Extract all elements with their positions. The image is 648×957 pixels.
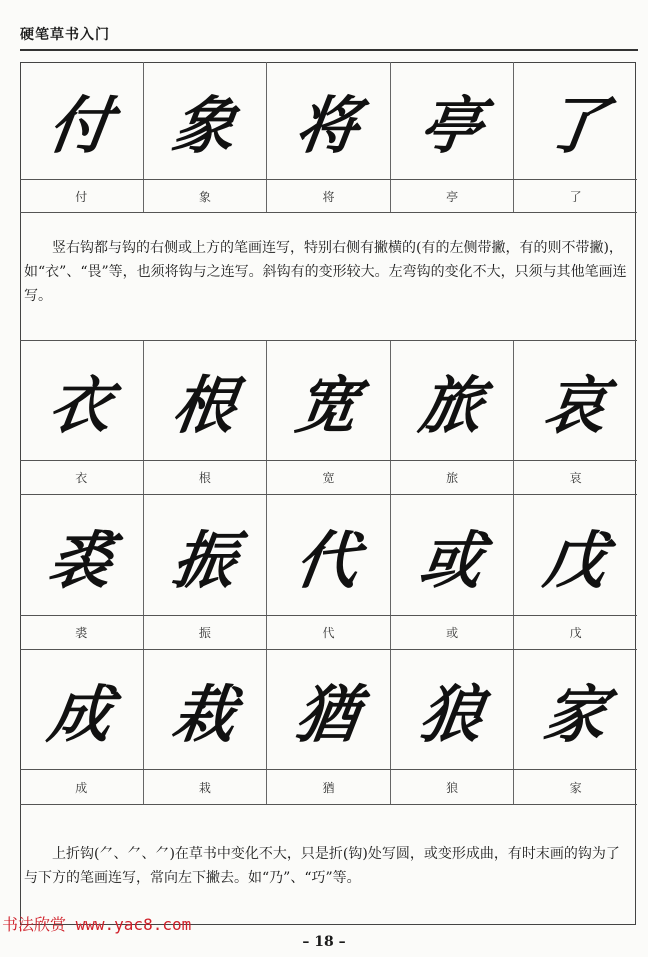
label-cell xyxy=(144,495,268,615)
label-cell xyxy=(391,341,515,460)
glyph-cell xyxy=(20,62,144,179)
label-cell xyxy=(20,461,144,494)
label-cell xyxy=(20,650,144,769)
label-cell xyxy=(391,770,515,804)
label-cell xyxy=(391,180,515,212)
char-label: 旅 xyxy=(446,471,459,485)
cursive-glyph: 宽 xyxy=(291,369,364,442)
cursive-glyph: 裘 xyxy=(44,523,117,597)
label-cell xyxy=(20,770,144,804)
char-label: 付 xyxy=(75,189,88,204)
glyph-row-3 xyxy=(20,495,637,616)
cursive-glyph: 哀 xyxy=(538,369,612,442)
glyph-cell xyxy=(514,62,637,179)
char-label: 将 xyxy=(322,189,335,204)
header-title: 硬笔草书入门 xyxy=(20,27,110,43)
label-cell xyxy=(267,495,391,615)
label-cell xyxy=(267,180,391,212)
page-number: – 18 – xyxy=(302,934,346,950)
cursive-glyph: 代 xyxy=(291,523,364,597)
label-cell xyxy=(267,770,391,804)
char-label: 了 xyxy=(569,189,582,204)
paragraph-vertical-hook: 竖右钩都与钩的右侧或上方的笔画连写，特别右侧有撇横的(有的左侧带撇，有的则不带撇)，如“衣”、“畏”等，也须将钩与之连写。斜钩有的变形较大。左弯钩的变化不大，只须与其他笔画连写。 xyxy=(24,240,627,304)
label-cell xyxy=(20,616,144,649)
label-cell xyxy=(514,770,637,804)
label-cell xyxy=(391,616,515,649)
label-cell xyxy=(514,495,637,615)
char-label: 象 xyxy=(198,189,211,204)
cursive-glyph: 栽 xyxy=(168,678,241,751)
label-cell xyxy=(20,341,144,460)
label-cell xyxy=(144,461,268,494)
cursive-glyph: 或 xyxy=(415,523,488,597)
cursive-glyph: 将 xyxy=(291,89,364,162)
label-cell xyxy=(514,461,637,494)
char-label: 栽 xyxy=(198,780,211,795)
label-cell xyxy=(267,341,391,460)
label-cell xyxy=(391,461,515,494)
label-cell xyxy=(514,616,637,649)
char-label: 哀 xyxy=(569,471,582,485)
char-label: 振 xyxy=(198,626,211,640)
label-cell xyxy=(267,616,391,649)
char-label: 戊 xyxy=(569,626,582,640)
glyph-row-1 xyxy=(20,62,637,180)
label-cell xyxy=(514,341,637,460)
cursive-glyph: 成 xyxy=(44,678,117,751)
label-cell xyxy=(20,495,144,615)
label-cell xyxy=(514,180,637,212)
label-row-1 xyxy=(20,180,637,213)
cursive-glyph: 象 xyxy=(168,89,241,162)
label-cell xyxy=(144,770,268,804)
watermark: 书法欣赏 www.yac8.com xyxy=(2,915,192,934)
char-label: 狼 xyxy=(446,780,459,795)
char-label: 家 xyxy=(569,780,582,795)
cursive-glyph: 衣 xyxy=(44,369,117,442)
header-rule xyxy=(20,49,638,51)
cursive-glyph: 了 xyxy=(538,89,612,162)
label-row-3 xyxy=(20,616,637,650)
label-cell xyxy=(144,616,268,649)
paragraph-upper-fold-hook: 上折钩(⺈、⺈、⺈)在草书中变化不大，只是折(钩)处写圆，或变形成曲，有时末画的钩为了与下方的笔画连写，常向左下撇去。如“乃”、“巧”等。 xyxy=(24,846,620,886)
char-label: 猶 xyxy=(322,780,335,795)
char-label: 或 xyxy=(446,626,459,640)
cursive-glyph: 振 xyxy=(168,523,241,597)
label-cell xyxy=(144,650,268,769)
glyph-row-4 xyxy=(20,650,637,770)
cursive-glyph: 根 xyxy=(168,369,241,442)
char-label: 代 xyxy=(322,626,335,640)
glyph-cell xyxy=(267,62,391,179)
label-cell xyxy=(20,180,144,212)
cursive-glyph: 旅 xyxy=(415,369,488,442)
cursive-glyph: 家 xyxy=(538,678,612,751)
label-cell xyxy=(514,650,637,769)
label-cell xyxy=(144,180,268,212)
char-label: 裘 xyxy=(75,626,88,640)
cursive-glyph: 戊 xyxy=(538,523,612,597)
label-cell xyxy=(267,461,391,494)
cursive-glyph: 付 xyxy=(44,89,117,162)
label-row-2 xyxy=(20,461,637,495)
glyph-row-2 xyxy=(20,341,637,461)
label-cell xyxy=(144,341,268,460)
cursive-glyph: 狼 xyxy=(415,678,488,751)
glyph-cell xyxy=(144,62,268,179)
char-label: 根 xyxy=(198,471,211,485)
label-row-4 xyxy=(20,770,637,805)
label-cell xyxy=(391,650,515,769)
char-label: 亭 xyxy=(446,189,459,204)
label-cell xyxy=(391,495,515,615)
cursive-glyph: 亭 xyxy=(415,89,488,162)
glyph-cell xyxy=(391,62,515,179)
char-label: 宽 xyxy=(322,471,335,485)
label-cell xyxy=(267,650,391,769)
char-label: 衣 xyxy=(75,471,88,485)
cursive-glyph: 猶 xyxy=(291,678,364,751)
char-label: 成 xyxy=(75,780,88,795)
